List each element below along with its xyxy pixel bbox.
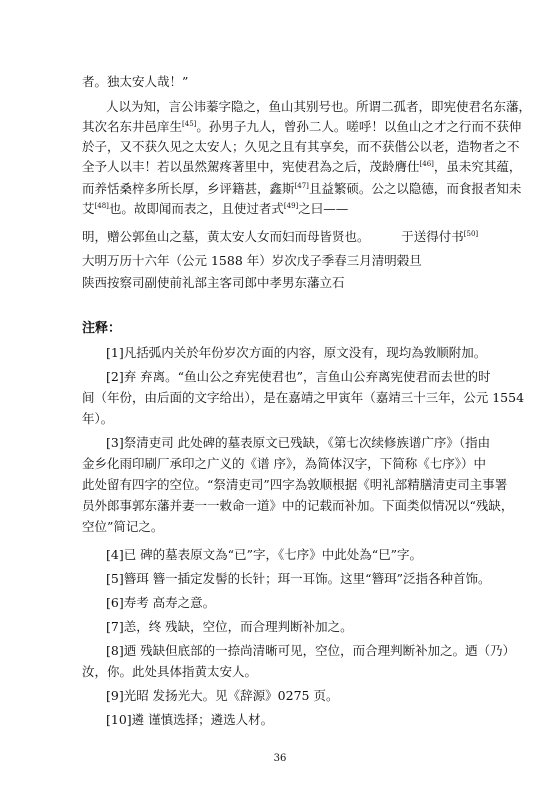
- body-line: [82, 180, 522, 198]
- body-line: 大明万历十六年（公元 1588 年）岁次戊子季春三月清明榖旦: [82, 253, 422, 268]
- body-line: [82, 118, 522, 136]
- note-line: [2]弃 弃离。“鱼山公之弃宪使君也”，言鱼山公弃离宪使君而去世的时: [106, 369, 491, 384]
- body-line-text: 明，赠公郭鱼山之墓，黄太安人女而妇而母皆贤也。 于送得付书: [82, 229, 464, 244]
- body-line: [82, 228, 502, 246]
- body-line-text: 也。故即闻而表之，且使过者式: [108, 201, 284, 216]
- footnote-ref: [49]: [283, 202, 299, 210]
- body-line-text: ，虽未究其蕴，: [433, 159, 522, 174]
- note-line: 年）。: [82, 411, 114, 426]
- note-line: [9]光昭 发扬光大。见《辞源》0275 页。: [106, 688, 339, 703]
- footnote-ref: [46]: [419, 160, 434, 168]
- body-line: 者。独太安人哉！”: [82, 74, 189, 89]
- body-line-text: 。孙男子九人，曾孙二人。嗟呼！以鱼山之才之行而不获伸: [196, 119, 522, 134]
- body-line: 人以为知，言公讳蓁字隐之，鱼山其别号也。所谓二孤者，即宪使君名东藩，: [106, 99, 532, 114]
- footnote-ref: [47]: [294, 182, 309, 190]
- body-line: 陕西按察司副使前礼部主客司郎中孝男东藩立石: [82, 275, 345, 290]
- body-line-text: 而养恬桑梓多所长厚，乡评籍甚，鑫斯: [82, 181, 295, 196]
- note-line: 汝，你。此处具体指黄太安人。: [82, 664, 258, 679]
- body-line-text: 艾: [82, 201, 95, 216]
- note-line: 员外郎事郭东藩并妻一一敕命一道》中的记载而补加。下面类似情况以“残缺，: [82, 498, 514, 513]
- body-line: [82, 158, 522, 176]
- body-line-text: 之曰——: [298, 201, 349, 216]
- body-line: [82, 200, 502, 218]
- page-number: 36: [273, 753, 287, 764]
- footnote-ref: [45]: [182, 120, 197, 128]
- footnote-ref: [50]: [463, 230, 479, 238]
- note-line: [6]寿考 高寿之意。: [106, 595, 216, 610]
- notes-heading: 注释：: [82, 321, 122, 336]
- body-line: 於子，又不获久见之太安人；久见之且有其享矣，而不获偕公以老，造物者之不: [82, 139, 520, 154]
- footnote-ref: [48]: [94, 202, 109, 210]
- note-line: 空位”简记之。: [82, 519, 164, 534]
- note-line: 金乡化雨印刷厂承印之广义的《谱 序》，為简体汉字，下简称《七序》）中: [82, 456, 486, 471]
- body-line-text: 全予人以丰！若以虽然駕疼著里中，宪使君為之后，茂龄膺仕: [82, 159, 420, 174]
- note-line: [4]已 碑的墓表原文為“已”字，《七序》中此处為“巳”字。: [106, 547, 422, 562]
- body-line-text: 其次名东井邑庠生: [82, 119, 183, 134]
- note-line: 此处留有四字的空位。“祭清吏司”四字為敦顺根据《明礼部精膳清吏司主事署: [82, 477, 508, 492]
- note-line: [7]恙，终 残缺，空位，而合理判断补加之。: [106, 619, 353, 634]
- note-line: [1]凡括弧内关於年份岁次方面的内容，原文没有，现均為敦顺附加。: [106, 345, 487, 360]
- body-line-text: 且益繁硕。公之以隐德，而食报者知未: [308, 181, 522, 196]
- note-line: [10]遴 谨慎选择；遴选人材。: [106, 712, 274, 727]
- note-line: [3]祭清吏司 此处碑的墓表原文已残缺，《第七次续修族谱广序》（指由: [106, 435, 491, 450]
- note-line: [5]簪珥 簪一插定发髻的长针；珥一耳饰。这里“簪珥”泛指各种首饰。: [106, 571, 491, 586]
- note-line: [8]迺 残缺但底部的一捺尚清晰可见，空位，而合理判断补加之。迺（乃）: [106, 643, 516, 658]
- note-line: 间（年份，由后面的文字给出），是在嘉靖之甲寅年（嘉靖三十三年，公元 1554: [82, 390, 525, 405]
